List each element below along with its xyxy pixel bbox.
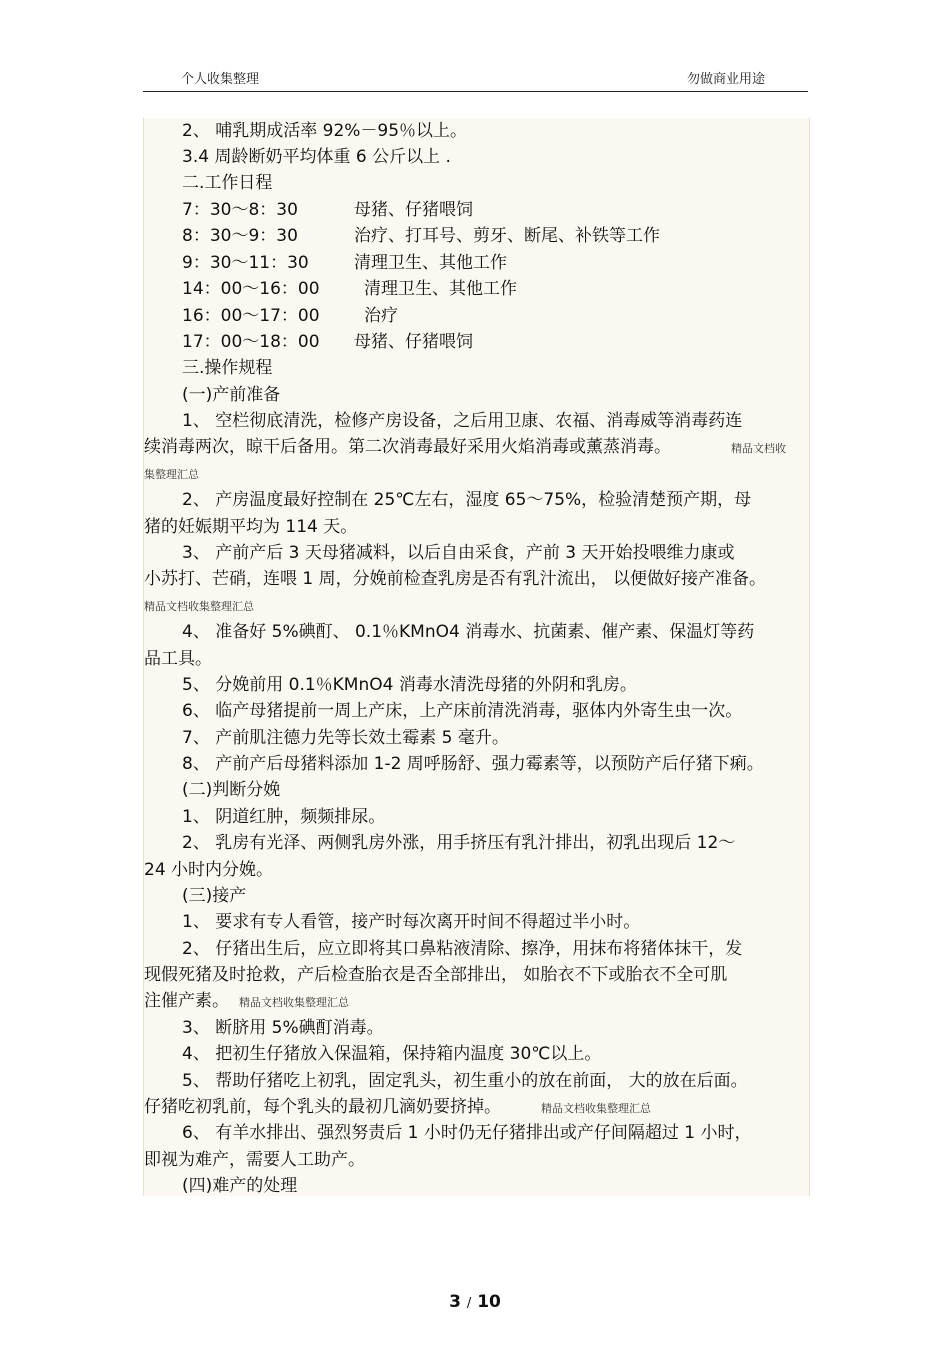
text-line: 1、 空栏彻底清洗，检修产房设备，之后用卫康、农福、消毒威等消毒药连 bbox=[182, 411, 743, 431]
text-line: 7、 产前肌注德力先等长效土霉素 5 毫升。 bbox=[182, 728, 509, 748]
text-line: 8、 产前产后母猪料添加 1-2 周呼肠舒、强力霉素等，以预防产后仔猪下痢。 bbox=[182, 754, 764, 774]
text-span: 注催产素。 bbox=[144, 991, 229, 1011]
text-line: 5、 分娩前用 0.1％KMnO4 消毒水清洗母猪的外阴和乳房。 bbox=[182, 675, 637, 695]
text-span: 续消毒两次，晾干后备用。第二次消毒最好采用火焰消毒或薰蒸消毒。 bbox=[144, 437, 671, 457]
schedule-row bbox=[144, 199, 809, 221]
text-line: 1、 阴道红肿，频频排尿。 bbox=[182, 807, 386, 827]
text-line: 2、 乳房有光泽、两侧乳房外涨，用手挤压有乳汁排出，初乳出现后 12～ bbox=[182, 833, 736, 853]
schedule-time: 7：30～8：30 bbox=[182, 200, 298, 220]
schedule-time: 17：00～18：00 bbox=[182, 332, 320, 352]
text-line: 小苏打、芒硝，连喂 1 周，分娩前检查乳房是否有乳汁流出， 以便做好接产准备。 bbox=[144, 569, 767, 589]
schedule-row bbox=[144, 278, 809, 300]
text-line: 2、 哺乳期成活率 92%－95％以上。 bbox=[182, 121, 468, 141]
watermark-note: 精品文档收集整理汇总 bbox=[144, 600, 254, 613]
text-line: 1、 要求有专人看管，接产时每次离开时间不得超过半小时。 bbox=[182, 912, 641, 932]
text-line bbox=[144, 1096, 809, 1120]
text-span: 仔猪吃初乳前，每个乳头的最初几滴奶要挤掉。 bbox=[144, 1097, 501, 1117]
text-line: 3.4 周龄断奶平均体重 6 公斤以上 . bbox=[182, 147, 451, 167]
text-line: 3、 产前产后 3 天母猪减料，以后自由采食，产前 3 天开始投喂维力康或 bbox=[182, 543, 735, 563]
section-heading: 二.工作日程 bbox=[182, 173, 273, 193]
schedule-task: 母猪、仔猪喂饲 bbox=[354, 200, 473, 220]
text-line: 品工具。 bbox=[144, 649, 212, 669]
text-line: 2、 仔猪出生后，应立即将其口鼻粘液清除、擦净，用抹布将猪体抹干，发 bbox=[182, 939, 743, 959]
schedule-time: 14：00～16：00 bbox=[182, 279, 320, 299]
schedule-task: 治疗、打耳号、剪牙、断尾、补铁等工作 bbox=[354, 226, 660, 246]
text-line bbox=[144, 436, 809, 460]
schedule-row bbox=[144, 225, 809, 247]
text-line: 2、 产房温度最好控制在 25℃左右，湿度 65～75%，检验清楚预产期，母 bbox=[182, 490, 752, 510]
schedule-time: 9：30～11：30 bbox=[182, 253, 309, 273]
text-line: 6、 临产母猪提前一周上产床，上产床前清洗消毒，驱体内外寄生虫一次。 bbox=[182, 701, 743, 721]
header-right-text: 勿做商业用途 bbox=[687, 72, 766, 87]
watermark-note: 精品文档收集整理汇总 bbox=[541, 1102, 651, 1115]
text-line: 6、 有羊水排出、强烈努责后 1 小时仍无仔猪排出或产仔间隔超过 1 小时， bbox=[182, 1123, 752, 1143]
header-divider bbox=[143, 91, 808, 92]
schedule-task: 清理卫生、其他工作 bbox=[364, 279, 517, 299]
current-page: 3 bbox=[449, 1292, 461, 1312]
schedule-task: 清理卫生、其他工作 bbox=[354, 253, 507, 273]
text-line: 5、 帮助仔猪吃上初乳，固定乳头，初生重小的放在前面， 大的放在后面。 bbox=[182, 1071, 748, 1091]
text-line: 4、 准备好 5%碘酊、 0.1％KMnO4 消毒水、抗菌素、催产素、保温灯等药 bbox=[182, 622, 755, 642]
document-body bbox=[143, 118, 810, 1196]
schedule-time: 16：00～17：00 bbox=[182, 306, 320, 326]
subsection-heading: (二)判断分娩 bbox=[182, 780, 281, 800]
text-line: 现假死猪及时抢救，产后检查胎衣是否全部排出， 如胎衣不下或胎衣不全可肌 bbox=[144, 965, 728, 985]
schedule-task: 母猪、仔猪喂饲 bbox=[354, 332, 473, 352]
schedule-time: 8：30～9：30 bbox=[182, 226, 298, 246]
schedule-row bbox=[144, 252, 809, 274]
page-separator: / bbox=[466, 1296, 472, 1311]
text-line bbox=[144, 990, 809, 1014]
schedule-row bbox=[144, 305, 809, 327]
subsection-heading: (三)接产 bbox=[182, 886, 247, 906]
watermark-note: 精品文档收 bbox=[731, 442, 786, 455]
text-line: 3、 断脐用 5%碘酊消毒。 bbox=[182, 1018, 384, 1038]
subsection-heading: (四)难产的处理 bbox=[182, 1176, 298, 1196]
text-line: 即视为难产，需要人工助产。 bbox=[144, 1150, 365, 1170]
page-number bbox=[0, 1292, 950, 1312]
header-left-text: 个人收集整理 bbox=[181, 72, 260, 87]
text-line: 4、 把初生仔猪放入保温箱，保持箱内温度 30℃以上。 bbox=[182, 1044, 602, 1064]
watermark-note: 集整理汇总 bbox=[144, 468, 199, 481]
schedule-task: 治疗 bbox=[364, 306, 398, 326]
subsection-heading: (一)产前准备 bbox=[182, 385, 281, 405]
total-pages: 10 bbox=[477, 1292, 501, 1312]
schedule-row bbox=[144, 331, 809, 353]
text-line: 24 小时内分娩。 bbox=[144, 860, 274, 880]
text-line: 猪的妊娠期平均为 114 天。 bbox=[144, 517, 358, 537]
section-heading: 三.操作规程 bbox=[182, 358, 273, 378]
watermark-note: 精品文档收集整理汇总 bbox=[239, 996, 349, 1009]
